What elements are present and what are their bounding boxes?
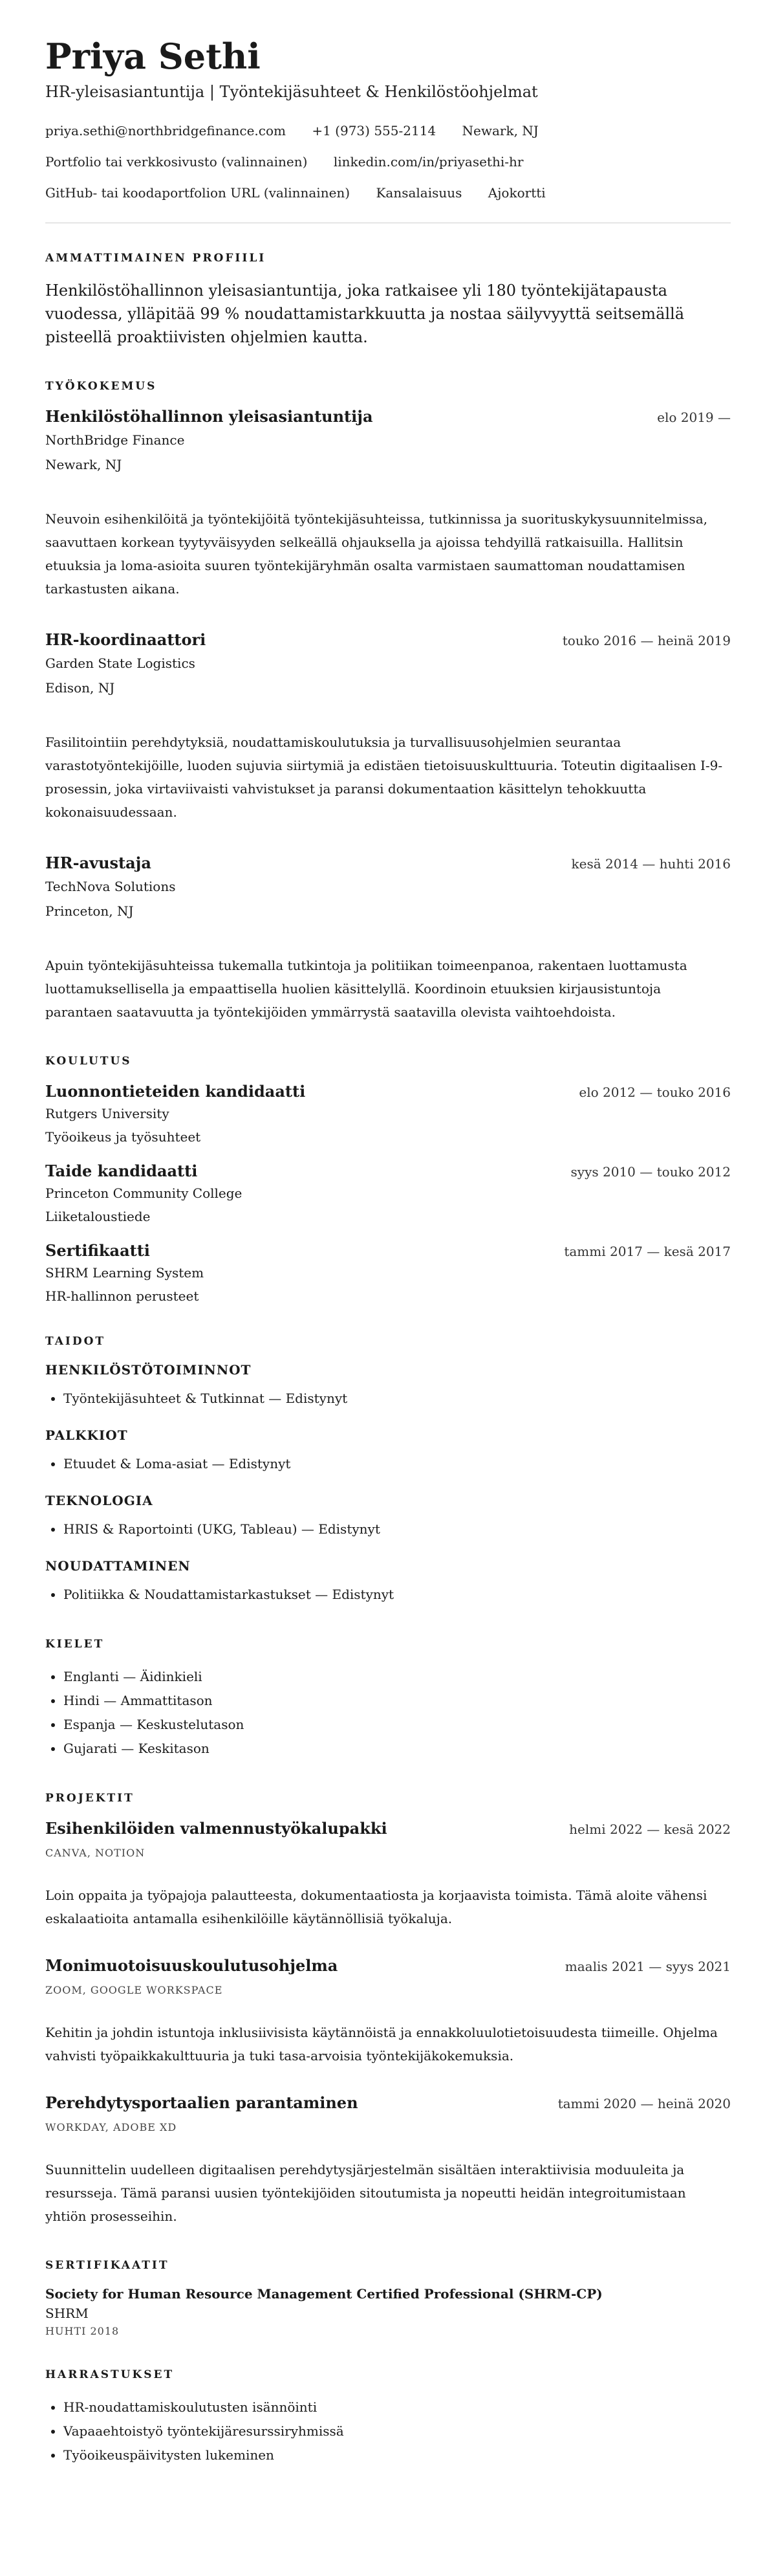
project-title: Monimuotoisuuskoulutusohjelma <box>45 1956 338 1976</box>
education-degree: Taide kandidaatti <box>45 1161 198 1181</box>
job-title: Henkilöstöhallinnon yleisasiantuntija <box>45 407 373 426</box>
projects-section <box>45 1792 731 2228</box>
job-title: HR-avustaja <box>45 853 151 873</box>
interests-heading: HARRASTUKSET <box>45 2368 175 2382</box>
job-dates: elo 2019 — <box>657 410 731 426</box>
skills-section <box>45 1335 731 1607</box>
skill-item: • Etuudet & Loma-asiat — Edistynyt <box>63 1452 731 1476</box>
education-section <box>45 1055 731 1304</box>
contact-row-3 <box>45 185 731 201</box>
project-entry <box>45 2093 731 2228</box>
skill-group <box>45 1362 731 1411</box>
job-description: Apuin työntekijäsuhteissa tukemalla tutkintoja ja politiikan toimeenpanoa, rakentaen luottamusta luottamuksellisella ja empaattisella huolien käsittelyllä. Koordinoin etuuksien kirjausistuntoja parantaen saatavuutta ja työntekijöiden ymmärrystä saatavilla olevista vaihtoehdoista. <box>45 958 687 1020</box>
education-dates: syys 2010 — touko 2012 <box>570 1164 731 1180</box>
skill-group <box>45 1558 731 1607</box>
education-dates: tammi 2017 — kesä 2017 <box>564 1244 731 1260</box>
job-entry <box>45 853 731 1024</box>
project-tech: WORKDAY, ADOBE XD <box>45 2121 177 2134</box>
job-title: HR-koordinaattori <box>45 630 206 650</box>
candidate-name: Priya Sethi <box>45 36 261 77</box>
language-item: • Gujarati — Keskitason <box>63 1737 731 1761</box>
job-company: TechNova Solutions <box>45 879 176 895</box>
project-dates: maalis 2021 — syys 2021 <box>565 1959 731 1975</box>
project-dates: tammi 2020 — heinä 2020 <box>557 2096 731 2112</box>
job-entry <box>45 407 731 600</box>
skill-category: NOUDATTAMINEN <box>45 1558 191 1574</box>
language-item: • Englanti — Äidinkieli <box>63 1665 731 1689</box>
skill-item: • Työntekijäsuhteet & Tutkinnat — Edistynyt <box>63 1387 731 1411</box>
contact-citizenship: Kansalaisuus <box>376 185 462 201</box>
job-company: NorthBridge Finance <box>45 432 185 448</box>
interest-item: • HR-noudattamiskoulutusten isännöinti <box>63 2395 731 2419</box>
skill-category: HENKILÖSTÖTOIMINNOT <box>45 1362 252 1378</box>
job-dates: touko 2016 — heinä 2019 <box>562 633 731 649</box>
candidate-title: HR-yleisasiantuntija | Työntekijäsuhteet & Henkilöstöohjelmat <box>45 83 538 102</box>
project-tech: CANVA, NOTION <box>45 1847 146 1860</box>
resume-header <box>45 36 731 201</box>
interests-section <box>45 2368 731 2467</box>
languages-heading: KIELET <box>45 1638 105 1651</box>
interest-item: • Työoikeuspäivitysten lukeminen <box>63 2443 731 2467</box>
skill-category: TEKNOLOGIA <box>45 1493 153 1509</box>
project-entry <box>45 1956 731 2067</box>
job-description: Fasilitointiin perehdytyksiä, noudattamiskoulutuksia ja turvallisuusohjelmien seurantaa varastotyöntekijöille, luoden sujuvia siirtymiä ja edistäen tietoisuuskulttuuria. Toteutin digitaalisen I-9-prosessin, joka virtaviivaisti vahvistukset ja paransi dokumentaation käsittelyn tehokkuutta kokonaisuudessaan. <box>45 734 723 820</box>
project-tech: ZOOM, GOOGLE WORKSPACE <box>45 1984 223 1997</box>
education-school: Princeton Community College <box>45 1185 242 1202</box>
certification-entry <box>45 2286 731 2337</box>
education-school: SHRM Learning System <box>45 1265 204 1281</box>
job-entry <box>45 630 731 824</box>
job-company: Garden State Logistics <box>45 655 195 672</box>
contact-email[interactable]: priya.sethi@northbridgefinance.com <box>45 123 286 139</box>
project-description: Kehitin ja johdin istuntoja inklusiivisista käytännöistä ja ennakkoluulotietoisuudesta tiimeille. Ohjelma vahvisti työpaikkakulttuuria ja tuki tasa-arvoisia työntekijäkokemuksia. <box>45 2025 718 2064</box>
profile-text: Henkilöstöhallinnon yleisasiantuntija, joka ratkaisee yli 180 työntekijätapausta vuodessa, ylläpitää 99 % noudattamistarkkuutta ja nostaa säilyvyyttä seitsemällä pisteellä proaktiivisten ohjelmien kautta. <box>45 281 685 347</box>
project-description: Loin oppaita ja työpajoja palautteesta, dokumentaatiosta ja korjaavista toimista. Tämä aloite vähensi eskalaatioita antamalla esihenkilöille käytännöllisiä työkaluja. <box>45 1888 707 1927</box>
language-item: • Hindi — Ammattitason <box>63 1689 731 1713</box>
contact-row-2 <box>45 154 731 170</box>
experience-heading: TYÖKOKEMUS <box>45 380 157 393</box>
contact-license: Ajokortti <box>488 185 546 201</box>
education-entry <box>45 1161 731 1224</box>
education-degree: Sertifikaatti <box>45 1241 150 1260</box>
project-title: Esihenkilöiden valmennustyökalupakki <box>45 1819 387 1838</box>
contact-github[interactable]: GitHub- tai koodaportfolion URL (valinnainen) <box>45 185 350 201</box>
certification-issuer: SHRM <box>45 2306 89 2322</box>
profile-section <box>45 252 731 349</box>
certification-date: HUHTI 2018 <box>45 2325 120 2338</box>
experience-section <box>45 380 731 1024</box>
contact-portfolio[interactable]: Portfolio tai verkkosivusto (valinnainen) <box>45 154 308 170</box>
interests-list <box>45 2395 731 2467</box>
education-entry <box>45 1082 731 1145</box>
interest-item: • Vapaaehtoistyö työntekijäresurssiryhmissä <box>63 2419 731 2443</box>
certification-name: Society for Human Resource Management Certified Professional (SHRM-CP) <box>45 2286 603 2302</box>
profile-heading: AMMATTIMAINEN PROFIILI <box>45 252 266 265</box>
project-entry <box>45 1819 731 1930</box>
project-title: Perehdytysportaalien parantaminen <box>45 2093 358 2113</box>
contact-linkedin[interactable]: linkedin.com/in/priyasethi-hr <box>333 154 524 170</box>
skill-item: • HRIS & Raportointi (UKG, Tableau) — Edistynyt <box>63 1517 731 1541</box>
skill-category: PALKKIOT <box>45 1427 128 1444</box>
job-description: Neuvoin esihenkilöitä ja työntekijöitä työntekijäsuhteissa, tutkinnissa ja suorituskykysuunnitelmissa, saavuttaen korkean tyytyväisyyden selkeällä ohjauksella ja ajoissa tehdyillä ratkaisuilla. Hallitsin etuuksia ja loma-asioita suuren työntekijäryhmän osalta varmistaen saumattoman noudattamisen tarkastusten aikana. <box>45 511 707 597</box>
certifications-heading: SERTIFIKAATIT <box>45 2259 169 2273</box>
job-location: Princeton, NJ <box>45 903 134 919</box>
education-field: HR-hallinnon perusteet <box>45 1288 199 1305</box>
certifications-section <box>45 2259 731 2337</box>
education-degree: Luonnontieteiden kandidaatti <box>45 1082 306 1101</box>
education-entry <box>45 1241 731 1304</box>
education-heading: KOULUTUS <box>45 1055 132 1068</box>
skill-item: • Politiikka & Noudattamistarkastukset — Edistynyt <box>63 1583 731 1607</box>
job-dates: kesä 2014 — huhti 2016 <box>571 856 731 872</box>
language-item: • Espanja — Keskustelutason <box>63 1713 731 1737</box>
languages-list <box>45 1665 731 1761</box>
job-location: Newark, NJ <box>45 457 122 473</box>
skill-group <box>45 1493 731 1541</box>
projects-heading: PROJEKTIT <box>45 1792 135 1805</box>
project-dates: helmi 2022 — kesä 2022 <box>569 1822 731 1838</box>
education-field: Liiketaloustiede <box>45 1209 151 1225</box>
education-field: Työoikeus ja työsuhteet <box>45 1129 201 1145</box>
skill-group <box>45 1427 731 1476</box>
project-description: Suunnittelin uudelleen digitaalisen perehdytysjärjestelmän sisältäen interaktiivisia moduuleita ja resursseja. Tämä paransi uusien työntekijöiden sitoutumista ja nopeutti heidän integroitumistaan yhtiön prosesseihin. <box>45 2162 686 2225</box>
contact-location: Newark, NJ <box>462 123 539 139</box>
languages-section <box>45 1638 731 1761</box>
contact-phone[interactable]: +1 (973) 555-2114 <box>312 123 436 139</box>
skills-heading: TAIDOT <box>45 1335 106 1349</box>
contact-row-1 <box>45 123 731 138</box>
education-school: Rutgers University <box>45 1106 169 1122</box>
education-dates: elo 2012 — touko 2016 <box>579 1084 731 1101</box>
job-location: Edison, NJ <box>45 680 115 696</box>
